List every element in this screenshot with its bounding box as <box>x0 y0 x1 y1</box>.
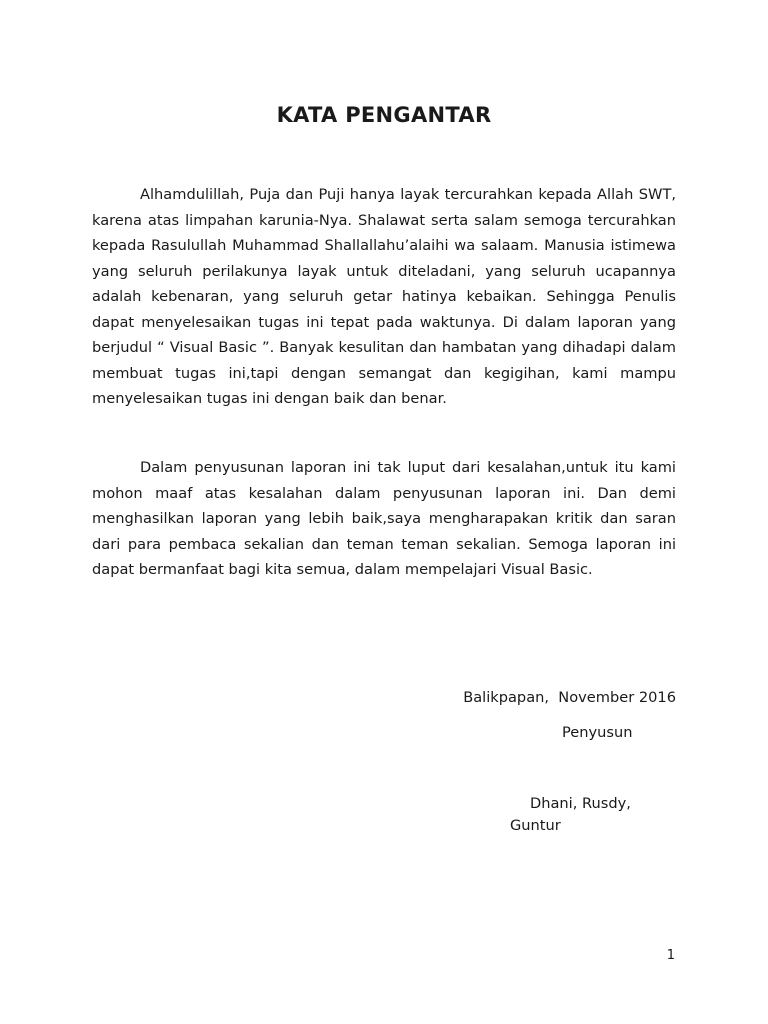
paragraph-1: Alhamdulillah, Puja dan Puji hanya layak tercurahkan kepada Allah SWT, karena atas limpahan karunia-Nya. Shalawat serta salam semoga tercurahkan kepada Rasulullah Muhammad Shallallahu’alaihi wa salaam. Manusia istimewa yang seluruh perilakunya layak untuk diteladani, yang seluruh ucapannya adalah kebenaran, yang seluruh getar hatinya kebaikan. Sehingga Penulis dapat menyelesaikan tugas ini tepat pada waktunya. Di dalam laporan yang berjudul “ Visual Basic ”. Banyak kesulitan dan hambatan yang dihadapi dalam membuat tugas ini,tapi dengan semangat dan kegigihan, kami mampu menyelesaikan tugas ini dengan baik dan benar. <box>92 186 676 407</box>
paragraph-2: Dalam penyusunan laporan ini tak luput dari kesalahan,untuk itu kami mohon maaf atas kesalahan dalam penyusunan laporan ini. Dan demi menghasilkan laporan yang lebih baik,saya mengharapakan kritik dan saran dari para pembaca sekalian dan teman teman sekalian. Semoga laporan ini dapat bermanfaat bagi kita semua, dalam mempelajari Visual Basic. <box>92 459 676 578</box>
page-number: 1 <box>666 948 675 963</box>
page-title: KATA PENGANTAR <box>276 103 492 127</box>
author-role: Penyusun <box>562 724 633 741</box>
author-names: Dhani, Rusdy, Guntur <box>510 795 631 834</box>
place-date: Balikpapan, November 2016 <box>463 689 676 706</box>
